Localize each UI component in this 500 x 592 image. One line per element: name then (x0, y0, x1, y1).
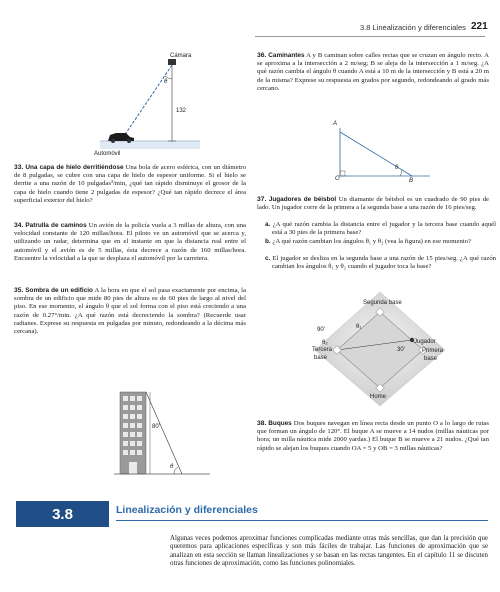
exercise-title: Buques (268, 420, 292, 427)
camera-label: Cámara (170, 53, 192, 59)
item-body: ¿A qué razón cambian los ángulos θ₁ y θ₂ (vea la figura) en ese momento? (272, 238, 471, 245)
exercise-title: Una capa de hielo derritiéndose (25, 164, 124, 171)
exercise-body: Un diamante de béisbol es un cuadrado de 90 pies de lado. Un jugador corre de la primera a la segunda base a una razón de 16 pies/seg. (257, 196, 490, 212)
exercise-34 (14, 222, 246, 263)
exercise-body: Una bola de acero esférica, con un diámetro de 8 pulgadas, se cubre con una capa de hielo de espesor uniforme. Si el hielo se derrite a una razón de 10 pulgadas³/min, ¿qué tan rápido disminuye el grosor de la capa de hielo cuando tiene 2 pulgadas de espesor? ¿Qué tan rápido decrece el área superficial exterior del hielo? (14, 164, 247, 204)
camera-theta: θ (164, 79, 168, 85)
exercise-title: Caminantes (268, 52, 305, 59)
exercise-number: 37. (257, 196, 267, 203)
exercise-title: Sombra de un edificio (25, 287, 93, 294)
walker-b: B (409, 178, 414, 184)
exercise-body: Dos buques navegan en línea recta desde un punto O a lo largo de rutas que forman un ángulo de 120°. El buque A se mueve a 14 nudos (millas náuticas por hora; un milla náutica mide 2000 yardas.) El buque B se mueve a 21 nudos. ¿Qué tan rápido se alejan los buques cuando OA = 5 y OB = 3 millas náuticas? (257, 420, 490, 452)
third-base-label-1: Tercera (312, 347, 333, 353)
item-body: El jugador se desliza en la segunda base a una razón de 15 pies/seg. ¿A qué razón cambian los ángulos θ₁ y θ₂ cuando el jugador toca la base? (272, 255, 497, 271)
home-label: Home (370, 394, 387, 400)
exercise-37 (257, 196, 489, 212)
running-header: 3.8 Linealización y diferenciales (360, 23, 466, 32)
theta-2: θ₂ (322, 340, 328, 346)
second-base-label: Segunda base (363, 300, 402, 306)
point-o: O (335, 176, 340, 182)
exercise-title: Patrulla de caminos (25, 222, 87, 229)
exercise-number: 38. (257, 420, 267, 427)
exercise-37-c (265, 255, 496, 271)
exercise-body: A la hora en que el sol pasa exactamente por encima, la sombra de un edificio que mide 80 pies de altura es de 60 pies de largo al nivel del piso. En ese momento, el ángulo θ que el sol forma con el piso está creciendo a una razón de 0.27°/min. ¿A qué razón está decreciendo la sombra? (Recuerde usar radianes. Exprese su respuesta en pulgadas por minuto, redondeando a la décima más cercana). (14, 287, 246, 336)
exercise-number: 34. (14, 222, 24, 229)
header-rule (255, 36, 485, 37)
exercise-36 (257, 52, 489, 93)
exercise-35 (14, 287, 246, 336)
walker-a: A (333, 121, 338, 127)
exercise-number: 33. (14, 164, 24, 171)
section-intro: Algunas veces podemos aproximar funciones complicadas mediante otras más sencillas, que dan la precisión que queremos para aplicaciones específicas y son más fáciles de trabajar. Las funciones de aproximación que se analizan en esta sección se llaman linealizaciones y se basan en las rectas tangentes. En el capítulo 11 se discuten otras funciones de aproximación, como las funciones polinomiales. (170, 535, 488, 568)
item-label: b. (265, 238, 271, 245)
camera-height: 132 (176, 108, 187, 114)
first-base-label-2: base (424, 356, 438, 362)
exercise-body: Un avión de la policía vuela a 3 millas de altura, con una velocidad constante de 120 millas/hora. El piloto ve un automóvil que se acerca y, utilizando un radar, determina que en el instante en que la distancia real entre el automóvil y el avión es de 5 millas, ésta decrece a razón de 160 millas/hora. Encuentre la velocidad a la que se desplaza el automóvil por la carretera. (14, 222, 247, 262)
camera-car-figure (100, 45, 230, 165)
walkers-theta: θ (395, 165, 399, 171)
first-base-label-1: Primera (422, 348, 444, 354)
third-base-label-2: base (314, 355, 328, 361)
player-label: Jugador (414, 339, 436, 345)
exercise-title: Jugadores de béisbol (268, 196, 337, 203)
theta-1: θ₁ (356, 324, 362, 330)
exercise-33 (14, 164, 246, 205)
car-label: Automóvil (94, 151, 121, 157)
item-label: c. (265, 255, 271, 262)
exercise-number: 36. (257, 52, 267, 59)
section-title: Linealización y diferenciales (116, 504, 258, 516)
item-label: a. (265, 221, 271, 228)
building-figure (110, 384, 220, 484)
exercise-38 (257, 420, 489, 453)
exercise-37-a (265, 221, 496, 237)
section-number-box: 3.8 (16, 501, 109, 527)
building-theta: θ (170, 464, 174, 470)
exercise-number: 35. (14, 287, 24, 294)
building-height: 80' (152, 424, 160, 430)
walkers-figure (330, 120, 440, 188)
thirty-label: 30' (397, 347, 405, 353)
exercise-37-b (265, 238, 496, 246)
ninety-label: 90' (317, 327, 325, 333)
page-number: 221 (471, 21, 488, 32)
item-body: ¿A qué razón cambia la distancia entre el jugador y la tercera base cuando aquél está a 30 pies de la primera base? (272, 221, 496, 237)
section-rule (116, 520, 488, 521)
exercise-body: A y B caminan sobre calles rectas que se cruzan en ángulo recto. A se aproxima a la intersección a 2 m/seg; B se aleja de la intersección a 1 m/seg. ¿A qué razón cambia el ángulo θ cuando A está a 10 m de la intersección y B está a 20 m de la misma? Exprese su respuesta en grados por segundo, redondeando al grado más cercano. (257, 52, 490, 92)
